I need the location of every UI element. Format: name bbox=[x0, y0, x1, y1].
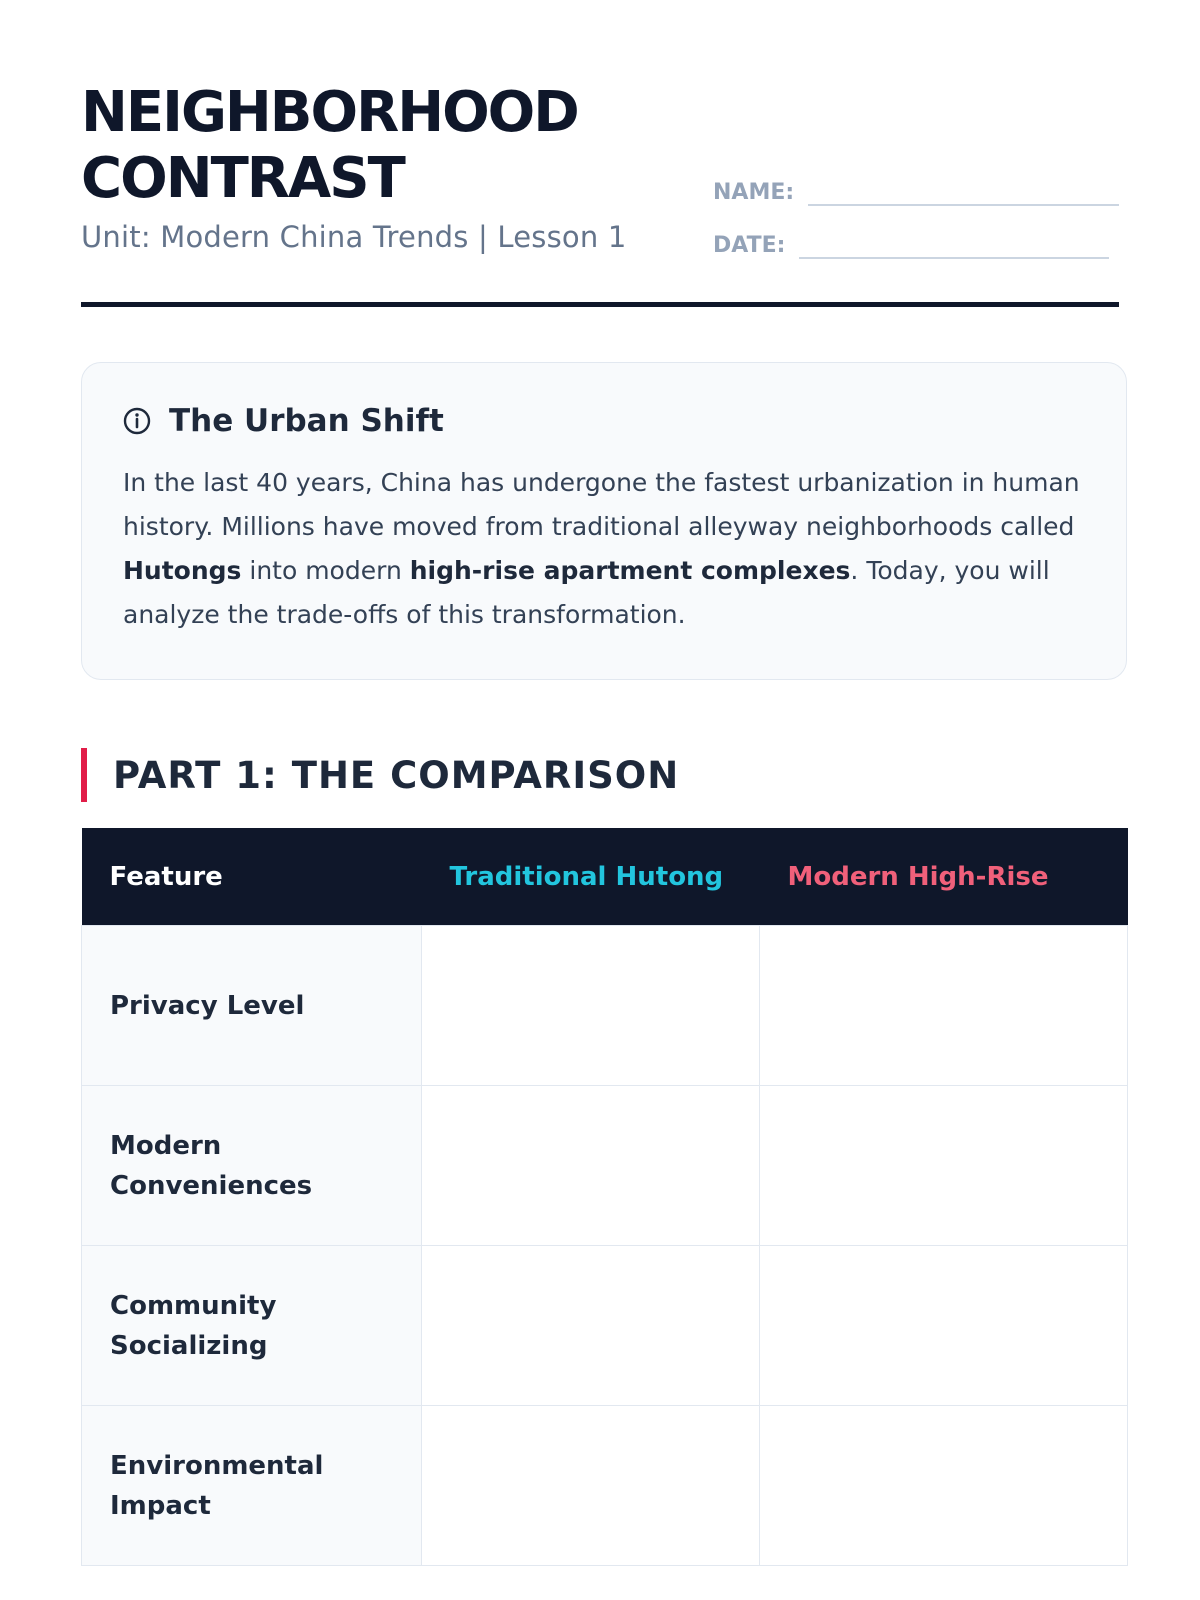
feature-label: Modern Conveniences bbox=[110, 1130, 313, 1201]
date-field[interactable] bbox=[799, 227, 1109, 259]
table-header-row bbox=[82, 828, 1128, 926]
table-row bbox=[82, 1246, 1128, 1406]
page-subtitle: Unit: Modern China Trends | Lesson 1 bbox=[81, 220, 627, 254]
feature-label: Environmental Impact bbox=[110, 1450, 324, 1521]
info-header bbox=[123, 401, 1085, 441]
table-row bbox=[82, 926, 1128, 1086]
column-header-feature: Feature bbox=[82, 828, 422, 926]
section-accent-bar bbox=[81, 748, 87, 802]
info-text-part-1: In the last 40 years, China has undergone the fastest urbanization in human history. Millions have moved from traditional alleyway neighborhoods called bbox=[123, 468, 1080, 541]
worksheet-header bbox=[81, 0, 1119, 308]
student-fields bbox=[713, 170, 1119, 276]
name-field[interactable] bbox=[808, 174, 1119, 206]
info-text-part-3: . Today, you will analyze the trade-offs of this transformation. bbox=[123, 556, 1050, 629]
info-text bbox=[123, 461, 1085, 637]
info-title: The Urban Shift bbox=[169, 403, 444, 439]
header-divider bbox=[81, 302, 1119, 307]
highrise-answer-cell[interactable] bbox=[760, 1406, 1128, 1566]
column-header-highrise: Modern High-Rise bbox=[760, 828, 1128, 926]
feature-label: Privacy Level bbox=[110, 990, 305, 1021]
feature-label: Community Socializing bbox=[110, 1290, 277, 1361]
name-row bbox=[713, 170, 1119, 206]
feature-cell bbox=[82, 1246, 422, 1406]
name-label: NAME: bbox=[713, 180, 795, 205]
section-header bbox=[81, 748, 679, 802]
comparison-table bbox=[81, 828, 1128, 1566]
info-bold-highrise: high-rise apartment complexes bbox=[409, 556, 851, 585]
hutong-answer-cell[interactable] bbox=[422, 1246, 760, 1406]
table-row bbox=[82, 1406, 1128, 1566]
info-circle-icon bbox=[123, 407, 151, 435]
date-row bbox=[713, 223, 1119, 259]
section-title: PART 1: THE COMPARISON bbox=[113, 753, 680, 797]
info-text-part-2: into modern bbox=[241, 556, 410, 585]
highrise-answer-cell[interactable] bbox=[760, 926, 1128, 1086]
table-row bbox=[82, 1086, 1128, 1246]
page-title: NEIGHBORHOOD CONTRAST bbox=[81, 80, 578, 211]
feature-cell bbox=[82, 1086, 422, 1246]
column-header-hutong: Traditional Hutong bbox=[422, 828, 760, 926]
hutong-answer-cell[interactable] bbox=[422, 1086, 760, 1246]
date-label: DATE: bbox=[713, 233, 786, 258]
feature-cell bbox=[82, 1406, 422, 1566]
highrise-answer-cell[interactable] bbox=[760, 1246, 1128, 1406]
feature-cell bbox=[82, 926, 422, 1086]
hutong-answer-cell[interactable] bbox=[422, 1406, 760, 1566]
highrise-answer-cell[interactable] bbox=[760, 1086, 1128, 1246]
hutong-answer-cell[interactable] bbox=[422, 926, 760, 1086]
info-box bbox=[81, 362, 1127, 680]
info-bold-hutongs: Hutongs bbox=[123, 556, 242, 585]
